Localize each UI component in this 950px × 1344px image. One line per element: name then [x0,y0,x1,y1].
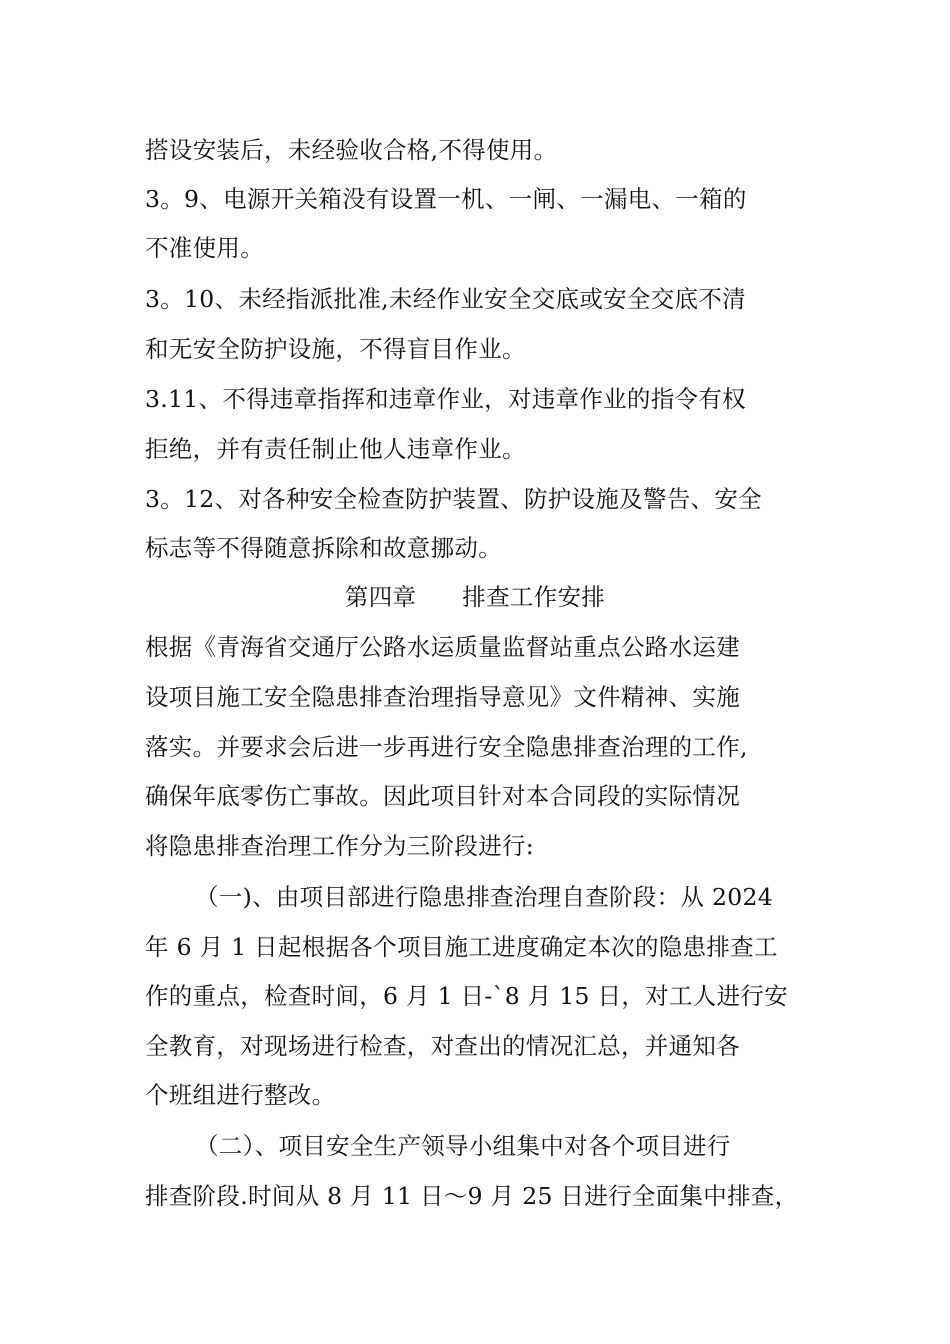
text-line: 全教育，对现场进行检查，对查出的情况汇总，并通知各 [145,1032,740,1060]
text-line: 3。9、电源开关箱没有设置一机、一闸、一漏电、一箱的 [145,185,747,213]
text-line: （二）、项目安全生产领导小组集中对各个项目进行 [195,1132,731,1160]
text-line: 落实。并要求会后进一步再进行安全隐患排查治理的工作, [145,733,748,761]
text-line: 3。12、对各种安全检查防护装置、防护设施及警告、安全 [145,485,762,513]
text-line: 标志等不得随意拆除和故意挪动。 [145,534,502,562]
text-line: 排查阶段.时间从 8 月 11 日～9 月 25 日进行全面集中排查， [145,1182,799,1210]
text-line: 作的重点，检查时间，6 月 1 日-`8 月 15 日，对工人进行安 [145,982,788,1010]
chapter-heading [0,581,950,613]
text-line: 根据《青海省交通厅公路水运质量监督站重点公路水运建 [145,633,740,661]
text-line: 确保年底零伤亡事故。因此项目针对本合同段的实际情况 [145,782,740,810]
text-line: 个班组进行整改。 [145,1081,336,1109]
text-line: 将隐患排查治理工作分为三阶段进行: [145,832,535,860]
text-line: 和无安全防护设施，不得盲目作业。 [145,335,526,363]
text-line: 设项目施工安全隐患排查治理指导意见》文件精神、实施 [145,683,740,711]
chapter-number: 第四章 [344,583,417,611]
text-line: 拒绝，并有责任制止他人违章作业。 [145,435,526,463]
text-line: 搭设安装后，未经验收合格,不得使用。 [145,136,558,164]
text-line: （一)、由项目部进行隐患排查治理自查阶段：从 2024 [195,883,774,911]
text-line: 年 6 月 1 日起根据各个项目施工进度确定本次的隐患排查工 [145,933,778,961]
text-line: 不准使用。 [145,234,264,262]
chapter-title: 排查工作安排 [462,583,606,611]
text-line: 3。10、未经指派批准,未经作业安全交底或安全交底不清 [145,285,746,313]
text-line: 3.11、不得违章指挥和违章作业，对违章作业的指令有权 [145,385,746,413]
